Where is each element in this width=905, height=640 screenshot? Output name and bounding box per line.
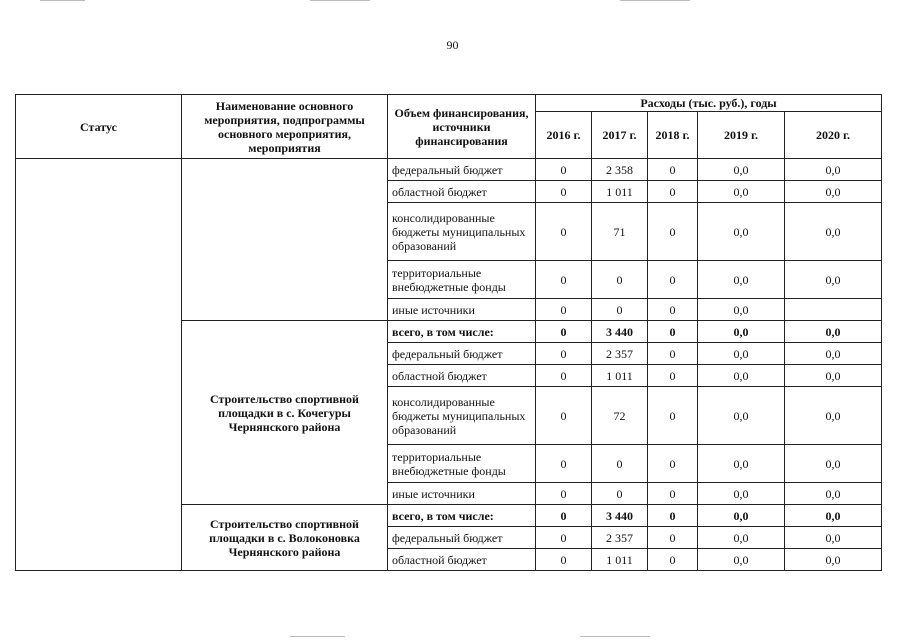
value-2017: 2 357 — [592, 343, 648, 365]
status-cell — [16, 159, 182, 571]
value-2018: 0 — [648, 483, 698, 505]
value-2020: 0,0 — [785, 505, 882, 527]
value-2016: 0 — [536, 549, 592, 571]
value-2017: 72 — [592, 387, 648, 445]
value-2016: 0 — [536, 483, 592, 505]
value-2018: 0 — [648, 445, 698, 483]
source-cell: федеральный бюджет — [388, 343, 536, 365]
value-2019: 0,0 — [698, 387, 785, 445]
value-2017: 1 011 — [592, 181, 648, 203]
scan-artifact-top-right — [620, 0, 690, 1]
event-name-cell: Строительство спортивной площадки в с. Кочегуры Чернянского района — [182, 321, 388, 505]
header-row-1 — [16, 95, 882, 112]
header-expenses: Расходы (тыс. руб.), годы — [536, 95, 882, 112]
value-2019: 0,0 — [698, 343, 785, 365]
value-2017: 0 — [592, 445, 648, 483]
value-2018: 0 — [648, 181, 698, 203]
value-2020: 0,0 — [785, 549, 882, 571]
value-2016: 0 — [536, 203, 592, 261]
value-2019: 0,0 — [698, 203, 785, 261]
value-2018: 0 — [648, 549, 698, 571]
value-2018: 0 — [648, 203, 698, 261]
value-2016: 0 — [536, 261, 592, 299]
value-2020: 0,0 — [785, 321, 882, 343]
scan-artifact-top-left — [40, 0, 85, 1]
source-cell: территориальные внебюджетные фонды — [388, 261, 536, 299]
source-cell: иные источники — [388, 483, 536, 505]
value-2018: 0 — [648, 365, 698, 387]
value-2019: 0,0 — [698, 445, 785, 483]
source-cell: консолидированные бюджеты муниципальных образований — [388, 387, 536, 445]
header-event-name: Наименование основного мероприятия, подпрограммы основного мероприятия, мероприятия — [182, 95, 388, 159]
source-cell: федеральный бюджет — [388, 527, 536, 549]
event-name-cell: Строительство спортивной площадки в с. Волоконовка Чернянского района — [182, 505, 388, 571]
value-2016: 0 — [536, 365, 592, 387]
value-2017: 2 357 — [592, 527, 648, 549]
source-cell: областной бюджет — [388, 549, 536, 571]
scan-artifact-top-mid — [310, 0, 370, 1]
value-2019: 0,0 — [698, 527, 785, 549]
value-2016: 0 — [536, 299, 592, 321]
source-cell: иные источники — [388, 299, 536, 321]
value-2020: 0,0 — [785, 527, 882, 549]
value-2019: 0,0 — [698, 321, 785, 343]
header-year-2018: 2018 г. — [648, 112, 698, 159]
value-2017: 2 358 — [592, 159, 648, 181]
value-2019: 0,0 — [698, 483, 785, 505]
value-2018: 0 — [648, 299, 698, 321]
scan-artifact-bottom-right — [580, 636, 650, 637]
value-2019: 0,0 — [698, 549, 785, 571]
value-2018: 0 — [648, 343, 698, 365]
value-2017: 3 440 — [592, 321, 648, 343]
header-year-2020: 2020 г. — [785, 112, 882, 159]
value-2020: 0,0 — [785, 343, 882, 365]
source-cell: территориальные внебюджетные фонды — [388, 445, 536, 483]
value-2016: 0 — [536, 387, 592, 445]
value-2018: 0 — [648, 527, 698, 549]
page-number: 90 — [446, 38, 459, 52]
value-2017: 0 — [592, 261, 648, 299]
value-2020: 0,0 — [785, 181, 882, 203]
value-2016: 0 — [536, 527, 592, 549]
value-2017: 71 — [592, 203, 648, 261]
value-2019: 0,0 — [698, 261, 785, 299]
value-2016: 0 — [536, 181, 592, 203]
event-name-cell — [182, 159, 388, 321]
header-year-2019: 2019 г. — [698, 112, 785, 159]
value-2016: 0 — [536, 159, 592, 181]
value-2017: 0 — [592, 483, 648, 505]
value-2020: 0,0 — [785, 445, 882, 483]
value-2017: 1 011 — [592, 549, 648, 571]
value-2017: 1 011 — [592, 365, 648, 387]
value-2018: 0 — [648, 261, 698, 299]
header-year-2016: 2016 г. — [536, 112, 592, 159]
value-2018: 0 — [648, 159, 698, 181]
value-2017: 3 440 — [592, 505, 648, 527]
value-2018: 0 — [648, 505, 698, 527]
value-2019: 0,0 — [698, 181, 785, 203]
value-2020: 0,0 — [785, 483, 882, 505]
value-2016: 0 — [536, 445, 592, 483]
source-cell: всего, в том числе: — [388, 321, 536, 343]
header-financing-volume: Объем финансирования, источники финансирования — [388, 95, 536, 159]
value-2019: 0,0 — [698, 159, 785, 181]
value-2020: 0,0 — [785, 203, 882, 261]
value-2017: 0 — [592, 299, 648, 321]
source-cell: областной бюджет — [388, 365, 536, 387]
source-cell: консолидированные бюджеты муниципальных образований — [388, 203, 536, 261]
value-2016: 0 — [536, 505, 592, 527]
value-2020: 0,0 — [785, 261, 882, 299]
value-2020: 0,0 — [785, 365, 882, 387]
value-2016: 0 — [536, 343, 592, 365]
value-2019: 0,0 — [698, 365, 785, 387]
value-2020: 0,0 — [785, 387, 882, 445]
value-2018: 0 — [648, 321, 698, 343]
source-cell: федеральный бюджет — [388, 159, 536, 181]
value-2019: 0,0 — [698, 299, 785, 321]
source-cell: областной бюджет — [388, 181, 536, 203]
header-year-2017: 2017 г. — [592, 112, 648, 159]
header-status: Статус — [16, 95, 182, 159]
table-row — [16, 159, 882, 181]
value-2020 — [785, 299, 882, 321]
source-cell: всего, в том числе: — [388, 505, 536, 527]
value-2019: 0,0 — [698, 505, 785, 527]
value-2020: 0,0 — [785, 159, 882, 181]
scan-artifact-bottom-mid — [290, 636, 345, 637]
value-2018: 0 — [648, 387, 698, 445]
budget-table — [15, 94, 882, 571]
value-2016: 0 — [536, 321, 592, 343]
